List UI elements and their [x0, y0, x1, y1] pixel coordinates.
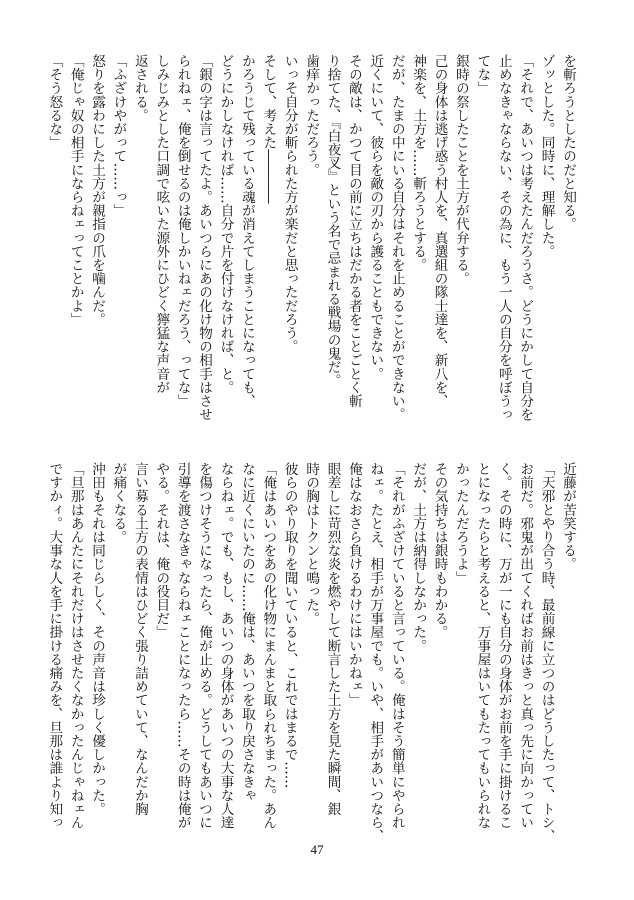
text-column: とになったらと考えると、万事屋はいてもたってもいられな [474, 462, 491, 830]
text-column: を斬ろうとしたのだと知る。 [560, 54, 576, 231]
text-column: 「旦那はあんたにそれだけはさせたくなかったんじゃねェん [67, 462, 84, 830]
text-column: 返される。 [131, 54, 148, 122]
text-column: ねェ。たとえ、相手が万事屋でも。いや、相手があいつなら、 [367, 462, 384, 843]
text-column: 歯痒かっただろう。 [303, 54, 320, 177]
text-column: 「それがふざけていると言っている。俺はそう簡単にやられ [388, 462, 405, 830]
text-column: 己の身体は逃げ惑う村人を、真選組の隊士達を、新八を、 [431, 54, 448, 408]
text-column: その気持ちは銀時もわかる。 [431, 462, 448, 639]
text-column: だが、たまの中にいる自分はそれを止めることができない。 [388, 54, 405, 422]
text-column: 俺はなおさら負けるわけにはいかねェ」 [345, 462, 362, 707]
text-column: 近くにいて、彼らを敵の刃から護ることもできない。 [367, 54, 384, 381]
text-column: 彼らのやり取りを聞いていると、これではまるで…… [281, 462, 298, 789]
text-column: 「銀の字は言ってたよ。あいつらにあの化け物の相手はさせ [196, 54, 213, 422]
text-column: られねェ、俺を倒せるのは俺しかいねェだろう、ってな」 [174, 54, 191, 408]
text-column: 眼差しに苛烈な炎を燃やして断言した土方を見た瞬間、銀 [324, 462, 341, 816]
text-column: く。その時に、万が一にも自分の身体がお前を手に掛けるこ [495, 462, 512, 830]
text-column: いっそ自分が斬られた方が楽だと思っただろう。 [281, 54, 298, 354]
text-column: 引導を渡さなきゃならねェことになったら……その時は俺が [174, 462, 191, 830]
text-column: その敵は、かつて目の前に立ちはだかる者をことごとく斬 [345, 54, 362, 408]
text-column: 「俺じゃ奴の相手にならねェってことかよ」 [67, 54, 84, 326]
text-column: ならねェ。でも、もし、あいつの身体があいつの大事な人達 [217, 462, 234, 830]
page-number: 47 [310, 842, 324, 857]
text-column: 沖田もそれは同じらしく、その声音は珍しく優しかった。 [89, 462, 106, 816]
text-column: かったんだろうよ」 [452, 462, 469, 585]
text-column: を傷つけそうになったら、俺が止める。どうしてもあいつに [196, 462, 213, 830]
text-column: 銀時の祭したことを土方が代弁する。 [452, 54, 469, 286]
text-column: そして、考えた―――― [260, 54, 277, 204]
text-column: り捨てた、『白夜叉』という名で忌まれる戦場の鬼だ。 [324, 54, 341, 388]
text-column: 止めなきゃならない、その為に、もう一人の自分を呼ぼうっ [495, 54, 512, 422]
text-column: だが、土方は納得しなかった。 [410, 462, 427, 653]
upper-text-block [43, 54, 578, 422]
text-column: どうにかしなければ……自分で片を付けなければ、と。 [217, 54, 234, 394]
lower-text-block [43, 462, 578, 843]
text-column: 近藤が苦笑する。 [560, 462, 576, 571]
text-column: 「俺はあいつをあの化け物にまんまと取られちまった。あん [260, 462, 277, 830]
text-column: 怒りを露わにした土方が親指の爪を噛んだ。 [89, 54, 106, 326]
text-column: 言い募る土方の表情はひどく張り詰めていて、なんだか胸 [131, 462, 148, 816]
text-column: やる。それは、俺の役目だ」 [153, 462, 170, 639]
text-column: 「ふざけやがって……っ」 [110, 54, 127, 218]
text-column: 神楽を、土方を……斬ろうとする。 [410, 54, 427, 272]
text-column: しみじみとした口調で呟いた源外にひどく獰猛な声音が [153, 54, 170, 394]
text-column: が痛くなる。 [110, 462, 127, 544]
text-column: 「そう怒るな」 [46, 54, 63, 150]
text-column: 時の胸はトクンと鳴った。 [303, 462, 320, 626]
text-column: かろうじて残っている魂が消えてしまうことになっても、 [238, 54, 255, 408]
text-column: てな」 [474, 54, 491, 95]
text-column: お前だ。邪鬼が出てくればお前はきっと真っ先に向かってい [517, 462, 534, 830]
text-column: ゾッとした。同時に、理解した。 [538, 54, 555, 258]
text-column: ですかィ。大事な人を手に掛ける痛みを、旦那は誰より知っ [46, 462, 63, 830]
text-column: 「それで、あいつは考えたんだろうさ。どうにかして自分を [517, 54, 534, 422]
text-column: なに近くにいたのに……俺は、あいつを取り戻さなきゃ [238, 462, 255, 802]
text-column: 「天邪とやり合う時、最前線に立つのはどうしたって、トシ、 [538, 462, 555, 843]
